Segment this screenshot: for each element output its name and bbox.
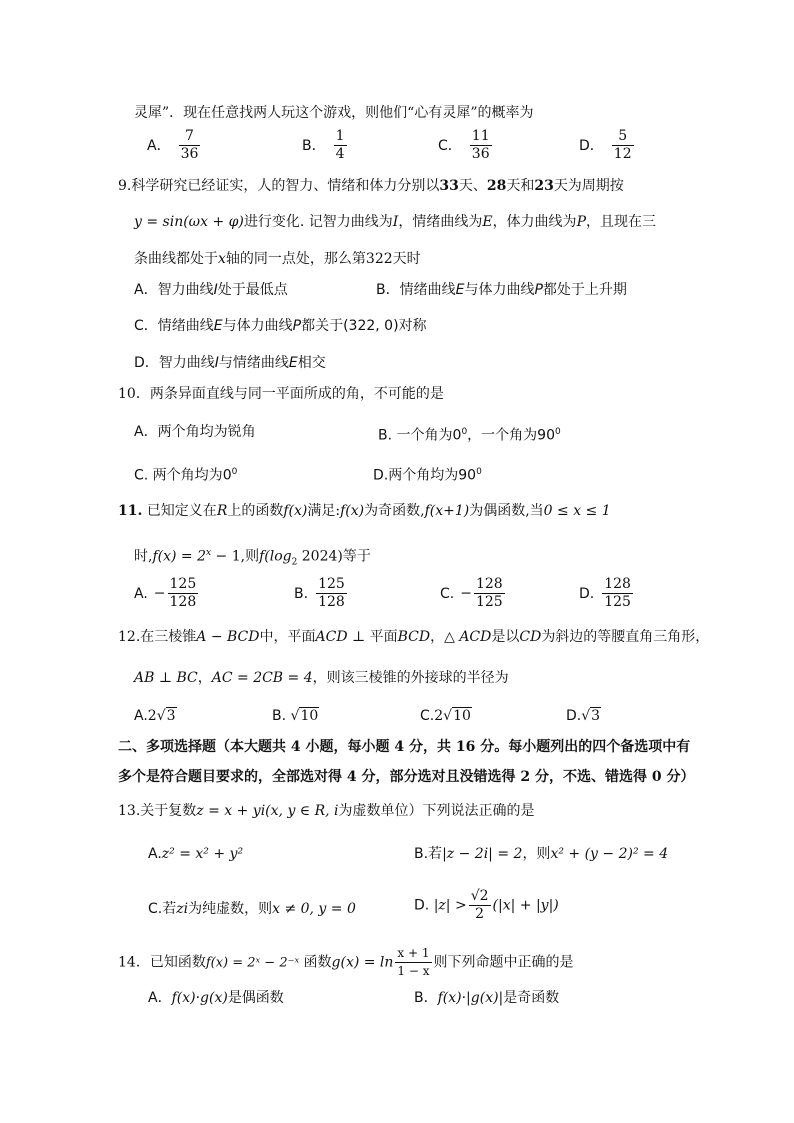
q10-stem: 10．两条异面直线与同一平面所成的角，不可能的是 bbox=[118, 386, 444, 402]
q8-option-b bbox=[302, 128, 349, 163]
q9-option-d: D．智力曲线I与情绪曲线E相交 bbox=[134, 355, 326, 371]
option-label: A． bbox=[147, 137, 171, 154]
section2-heading-line2: 多个是符合题目要求的，全部选对得 4 分，部分选对且没错选得 2 分，不选、错选得 0 分） bbox=[118, 769, 695, 785]
q9-stem-line3: 条曲线都处于x轴的同一点处，那么第322天时 bbox=[134, 251, 421, 267]
q13-option-c: C.若zi为纯虚数，则x ≠ 0, y = 0 bbox=[148, 901, 356, 917]
formula: y = sin(ωx + φ) bbox=[134, 214, 244, 230]
q11-stem-line2: 时$,f(x) = 2^x - 1$,则$f(\log_2$ 2024)等于 bbox=[134, 548, 371, 568]
q9-option-c: C．情绪曲线E与体力曲线P都关于(322, 0)对称 bbox=[134, 318, 427, 334]
q11-option-c: C. − $\frac{128}{125}$ bbox=[440, 576, 503, 610]
q8-stem-tail: 灵犀”．现在任意找两人玩这个游戏，则他们“心有灵犀”的概率为 bbox=[134, 105, 534, 121]
fraction: $\frac{7}{36}$ bbox=[180, 128, 199, 162]
q9-option-b: B．情绪曲线E与体力曲线P都处于上升期 bbox=[376, 282, 627, 298]
q11-option-b: B. $\frac{125}{128}$ bbox=[294, 576, 345, 610]
q14-option-b: B．f(x)·|g(x)|是奇函数 bbox=[414, 990, 560, 1006]
q13-stem: 13.关于复数z = x + yi(x, y ∈ R, i为虚数单位）下列说法正确的是 bbox=[118, 803, 535, 819]
q12-option-c: C.2√10 bbox=[420, 708, 471, 724]
fraction: $\frac{√2}{2}$ bbox=[470, 888, 489, 922]
q10-option-a: A．两个角均为锐角 bbox=[134, 424, 256, 440]
option-label: C． bbox=[438, 137, 462, 154]
q8-option-c bbox=[438, 128, 494, 163]
q13-option-b: B.若|z − 2i| = 2，则x² + (y − 2)² = 4 bbox=[414, 846, 669, 862]
q12-stem-line2: AB ⊥ BC，AC = 2CB = 4，则该三棱锥的外接球的半径为 bbox=[134, 670, 509, 686]
fraction: $\frac{11}{36}$ bbox=[471, 128, 490, 162]
q8-option-a bbox=[147, 128, 202, 163]
q12-option-a: A.2√3 bbox=[134, 708, 176, 724]
fraction: $\frac{1}{4}$ bbox=[335, 128, 345, 162]
fraction: $\frac{125}{128}$ bbox=[169, 576, 197, 610]
fraction: $\frac{x + 1}{1 - x}$ bbox=[397, 946, 430, 978]
option-label: B． bbox=[302, 137, 326, 154]
q11-stem-line1: 11. 已知定义在R上的函数f(x)满足:f(x)为奇函数,f(x+1)为偶函数,当0 ≤ x ≤ 1 bbox=[118, 503, 611, 519]
q11-option-a: A. − $\frac{125}{128}$ bbox=[134, 576, 197, 610]
section2-heading-line1: 二、多项选择题（本大题共 4 小题，每小题 4 分，共 16 分。每小题列出的四个备选项中有 bbox=[118, 739, 691, 755]
q13-option-a: A.z² = x² + y² bbox=[148, 846, 244, 862]
q11-option-d: D. $\frac{128}{125}$ bbox=[579, 576, 631, 610]
fraction: $\frac{5}{12}$ bbox=[613, 128, 632, 162]
q12-option-b: B. √10 bbox=[272, 708, 319, 724]
fraction: $\frac{125}{128}$ bbox=[318, 576, 345, 610]
q12-stem-line1: 12.在三棱锥A − BCD中，平面ACD ⊥ 平面BCD，△ ACD是以CD为斜边的等腰直角三角形， bbox=[118, 629, 710, 645]
fraction: $\frac{128}{125}$ bbox=[604, 576, 631, 610]
q9-stem-line2: y = sin(ωx + φ)进行变化. 记智力曲线为I，情绪曲线为E，体力曲线为P，且现在三 bbox=[134, 214, 656, 230]
q10-option-c: C. 两个角均为$0^0$ bbox=[134, 467, 238, 484]
q13-option-d: D. |z| > $\frac{√2}{2}$ (|x| + |y|) bbox=[414, 888, 559, 922]
q9-stem-line1: 9.科学研究已经证实，人的智力、情绪和体力分别以33天、28天和23天为周期按 bbox=[118, 178, 624, 194]
q9-option-a: A．智力曲线I处于最低点 bbox=[134, 282, 288, 298]
q14-stem: 14．已知函数f(x) = 2ˣ − 2⁻ˣ 函数g(x) = ln $\frac{x + 1}{1 - x}$ 则下列命题中正确的是 bbox=[118, 946, 574, 978]
q10-option-d: D.两个角均为$90^0$ bbox=[373, 467, 482, 484]
q12-option-d: D.√3 bbox=[566, 708, 601, 724]
q14-option-a: A．f(x)·g(x)是偶函数 bbox=[148, 990, 284, 1006]
q8-option-d bbox=[579, 128, 636, 163]
option-label: D． bbox=[579, 137, 604, 154]
fraction: $\frac{128}{125}$ bbox=[475, 576, 503, 610]
q10-option-b: B. 一个角为$0^0$，一个角为$90^0$ bbox=[378, 427, 561, 444]
